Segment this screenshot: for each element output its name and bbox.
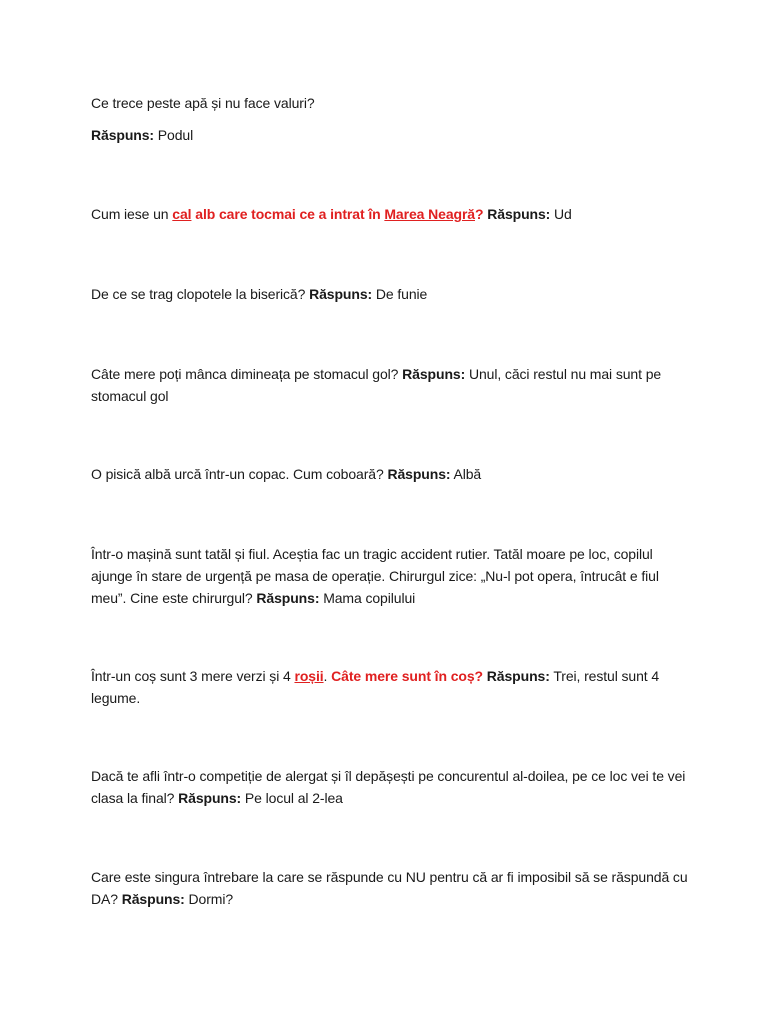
question-text: Într-un coș sunt 3 mere verzi și 4 [91,668,295,684]
highlighted-text: alb care tocmai ce a intrat în [191,206,385,222]
answer-text: Ud [554,206,572,222]
riddle-8 [91,765,691,809]
answer-label: Răspuns: [487,206,551,222]
answer-label: Răspuns: [121,891,185,907]
answer-text: Podul [157,127,194,143]
highlighted-question: Câte mere sunt în coș? [331,668,483,684]
question-text: Dacă te afli într-o competiție de alergat și îl depășești pe concurentul al-doilea, pe ce loc vei te vei clasa la final? [91,768,686,806]
answer-label: Răspuns: [387,466,451,482]
answer-label: Răspuns: [256,590,320,606]
answer-text: Pe locul al 2-lea [244,790,343,806]
riddle-6 [91,543,691,609]
riddle-1-answer [91,124,691,146]
answer-text: Unul, căci restul nu mai sunt pe stomacul gol [91,366,662,404]
answer-label: Răspuns: [486,668,550,684]
answer-text: Trei, restul sunt 4 legume. [91,668,660,706]
question-text: Câte mere poți mânca dimineața pe stomacul gol? [91,366,399,382]
riddle-5 [91,463,691,485]
question-text: Cum iese un [91,206,173,222]
riddle-1-question: Ce trece peste apă și nu face valuri? [91,95,315,111]
answer-text: Albă [453,466,482,482]
highlighted-word-rosii: roșii [294,668,324,684]
answer-label: Răspuns: [402,366,466,382]
question-text-separator: . [323,668,332,684]
highlighted-question-mark: ? [475,206,484,222]
riddle-7 [91,665,691,709]
answer-label: Răspuns: [178,790,242,806]
riddle-9 [91,866,691,910]
answer-text: Mama copilului [323,590,416,606]
question-text: O pisică albă urcă într-un copac. Cum coboară? [91,466,384,482]
riddle-3 [91,283,691,305]
highlighted-word-marea-neagra: Marea Neagră [384,206,475,222]
answer-text: Dormi? [188,891,234,907]
question-text: De ce se trag clopotele la biserică? [91,286,306,302]
riddle-2 [91,203,691,225]
answer-label: Răspuns: [309,286,373,302]
question-text: Care este singura întrebare la care se răspunde cu NU pentru că ar fi imposibil să se răspundă cu DA? [91,869,688,907]
answer-label: Răspuns: [91,127,154,143]
highlighted-word-cal: cal [172,206,192,222]
question-text: Într-o mașină sunt tatăl și fiul. Aceștia fac un tragic accident rutier. Tatăl moare pe loc, copilul ajunge în stare de urgență pe masa de operație. Chirurgul zice: „Nu-l pot opera, întrucât e fiul meu”. Cine este chirurgul? [91,546,659,606]
answer-text: De funie [375,286,428,302]
riddle-4 [91,363,691,407]
